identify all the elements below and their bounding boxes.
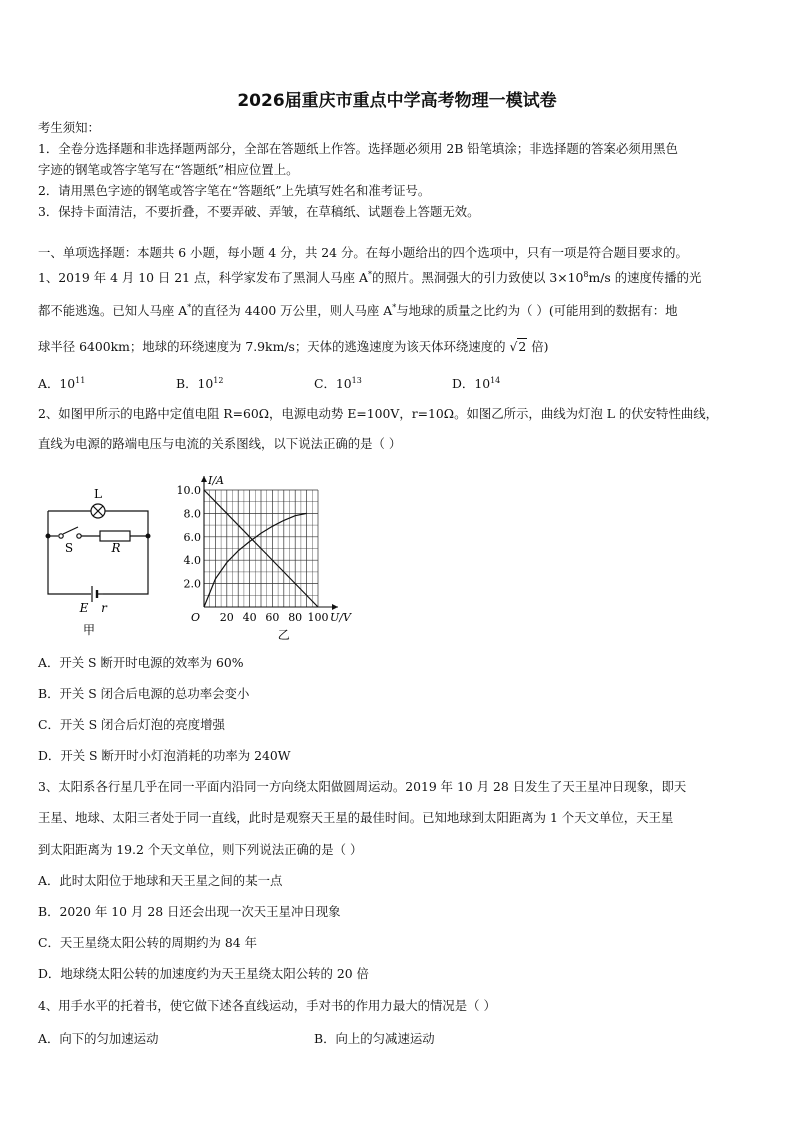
q2-line1: 2、如图甲所示的电路中定值电阻 R=60Ω，电源电动势 E=100V，r=10Ω。如图乙所示，曲线为灯泡 L 的伏安特性曲线， xyxy=(38,406,719,421)
lamp-label: L xyxy=(94,487,102,501)
q3-option-d[interactable]: D．地球绕太阳公转的加速度约为天王星绕太阳公转的 20 倍 xyxy=(38,966,369,981)
q1-text: 与地球的质量之比约为（ ）(可能用到的数据有：地 xyxy=(396,303,678,318)
switch-label: S xyxy=(64,541,74,555)
y-axis-arrow xyxy=(201,476,207,482)
x-tick-label: 80 xyxy=(288,611,303,624)
circuit-diagram xyxy=(40,486,160,641)
q1-text: 的直径为 4400 万公里，则人马座 A xyxy=(191,303,393,318)
q2-option-c[interactable]: C．开关 S 闭合后灯泡的亮度增强 xyxy=(38,717,225,732)
q3-line1: 3、太阳系各行星几乎在同一平面内沿同一方向绕太阳做圆周运动。2019 年 10 月 28 日发生了天王星冲日现象，即天 xyxy=(38,779,687,794)
q2-option-a[interactable]: A．开关 S 断开时电源的效率为 60% xyxy=(38,655,244,670)
q1-text: 都不能逃逸。已知人马座 A xyxy=(38,303,188,318)
option-text: D．10 xyxy=(452,376,491,391)
q3-option-a[interactable]: A．此时太阳位于地球和天王星之间的某一点 xyxy=(38,873,283,888)
x-axis-label: U/V xyxy=(330,611,351,624)
y-tick-label: 2.0 xyxy=(183,577,201,591)
internal-resistance-label: r xyxy=(101,601,107,615)
option-text: A．10 xyxy=(38,376,76,391)
notice-heading: 考生须知： xyxy=(38,120,100,135)
x-tick-label: 40 xyxy=(242,611,257,624)
x-axis-arrow xyxy=(332,604,338,610)
superscript: 12 xyxy=(213,375,224,385)
iu-chart xyxy=(172,470,372,645)
figure-caption-jia: 甲 xyxy=(82,623,96,637)
q1-line2 xyxy=(38,303,758,319)
chart-labels xyxy=(177,474,352,642)
q1-line1 xyxy=(38,270,758,286)
notice-item: 1．全卷分选择题和非选择题两部分，全部在答题纸上作答。选择题必须用 2B 铅笔填涂；非选择题的答案必须用黑色 xyxy=(38,141,678,156)
option-text: C．10 xyxy=(314,376,352,391)
option-text: B．10 xyxy=(176,376,214,391)
superscript: 11 xyxy=(75,375,86,385)
figure-caption-yi: 乙 xyxy=(277,628,290,642)
y-tick-label: 6.0 xyxy=(183,530,201,544)
q4-option-a[interactable]: A．向下的匀加速运动 xyxy=(38,1031,159,1046)
q1-line3 xyxy=(38,339,758,355)
superscript: * xyxy=(392,302,397,312)
superscript: 14 xyxy=(490,375,501,385)
superscript: * xyxy=(367,269,372,279)
q1-text: 倍) xyxy=(531,339,549,354)
sqrt-radicand: 2 xyxy=(518,339,527,354)
q2-option-b[interactable]: B．开关 S 闭合后电源的总功率会变小 xyxy=(38,686,250,701)
q3-line2: 王星、地球、太阳三者处于同一直线，此时是观察天王星的最佳时间。已知地球到太阳距离为 1 个天文单位，天王星 xyxy=(38,810,674,825)
q1-text: 的照片。黑洞强大的引力致使以 3×10 xyxy=(371,270,584,285)
origin-label: O xyxy=(190,611,200,624)
notice-item: 2．请用黑色字迹的钢笔或答字笔在“答题纸”上先填写姓名和准考证号。 xyxy=(38,183,431,198)
q1-text: 球半径 6400km；地球的环绕速度为 7.9km/s；天体的逃逸速度为该天体环绕速度的 xyxy=(38,339,506,354)
emf-label: E xyxy=(79,601,89,615)
superscript: * xyxy=(187,302,192,312)
q4-line1: 4、用手水平的托着书，使它做下述各直线运动，手对书的作用力最大的情况是（ ） xyxy=(38,998,496,1013)
chart-axes xyxy=(201,476,338,610)
q3-line3: 到太阳距离为 19.2 个天文单位，则下列说法正确的是（ ） xyxy=(38,842,363,857)
q2-option-d[interactable]: D．开关 S 断开时小灯泡消耗的功率为 240W xyxy=(38,748,291,763)
q1-text: 1、2019 年 4 月 10 日 21 点，科学家发布了黑洞人马座 A xyxy=(38,270,368,285)
q1-option-a[interactable] xyxy=(38,374,85,392)
y-axis-label: I/A xyxy=(208,474,224,487)
q3-option-b[interactable]: B．2020 年 10 月 28 日还会出现一次天王星冲日现象 xyxy=(38,904,341,919)
notice-item: 3．保持卡面清洁，不要折叠，不要弄破、弄皱，在草稿纸、试题卷上答题无效。 xyxy=(38,204,480,219)
y-tick-label: 10.0 xyxy=(176,484,201,497)
notice-item: 字迹的钢笔或答字笔写在“答题纸”相应位置上。 xyxy=(38,162,299,177)
q1-option-c[interactable] xyxy=(314,374,362,392)
superscript: 8 xyxy=(583,269,589,279)
y-tick-label: 8.0 xyxy=(183,507,201,521)
y-tick-label: 4.0 xyxy=(183,554,201,568)
x-tick-label: 20 xyxy=(219,611,234,624)
q4-option-b[interactable]: B．向上的匀减速运动 xyxy=(314,1031,435,1046)
superscript: 13 xyxy=(351,375,362,385)
x-tick-label: 60 xyxy=(265,611,280,624)
q1-option-d[interactable] xyxy=(452,374,500,392)
q1-option-b[interactable] xyxy=(176,374,223,392)
q2-line2: 直线为电源的路端电压与电流的关系图线，以下说法正确的是（ ） xyxy=(38,436,402,451)
section-heading: 一、单项选择题：本题共 6 小题，每小题 4 分，共 24 分。在每小题给出的四个选项中，只有一项是符合题目要求的。 xyxy=(38,245,688,260)
q1-text: m/s 的速度传播的光 xyxy=(588,270,702,285)
page-title: 2026届重庆市重点中学高考物理一模试卷 xyxy=(237,91,557,111)
x-tick-label: 100 xyxy=(307,611,329,624)
resistor-label: R xyxy=(111,541,121,555)
q3-option-c[interactable]: C．天王星绕太阳公转的周期约为 84 年 xyxy=(38,935,257,950)
sqrt-symbol: √2 xyxy=(509,339,527,354)
